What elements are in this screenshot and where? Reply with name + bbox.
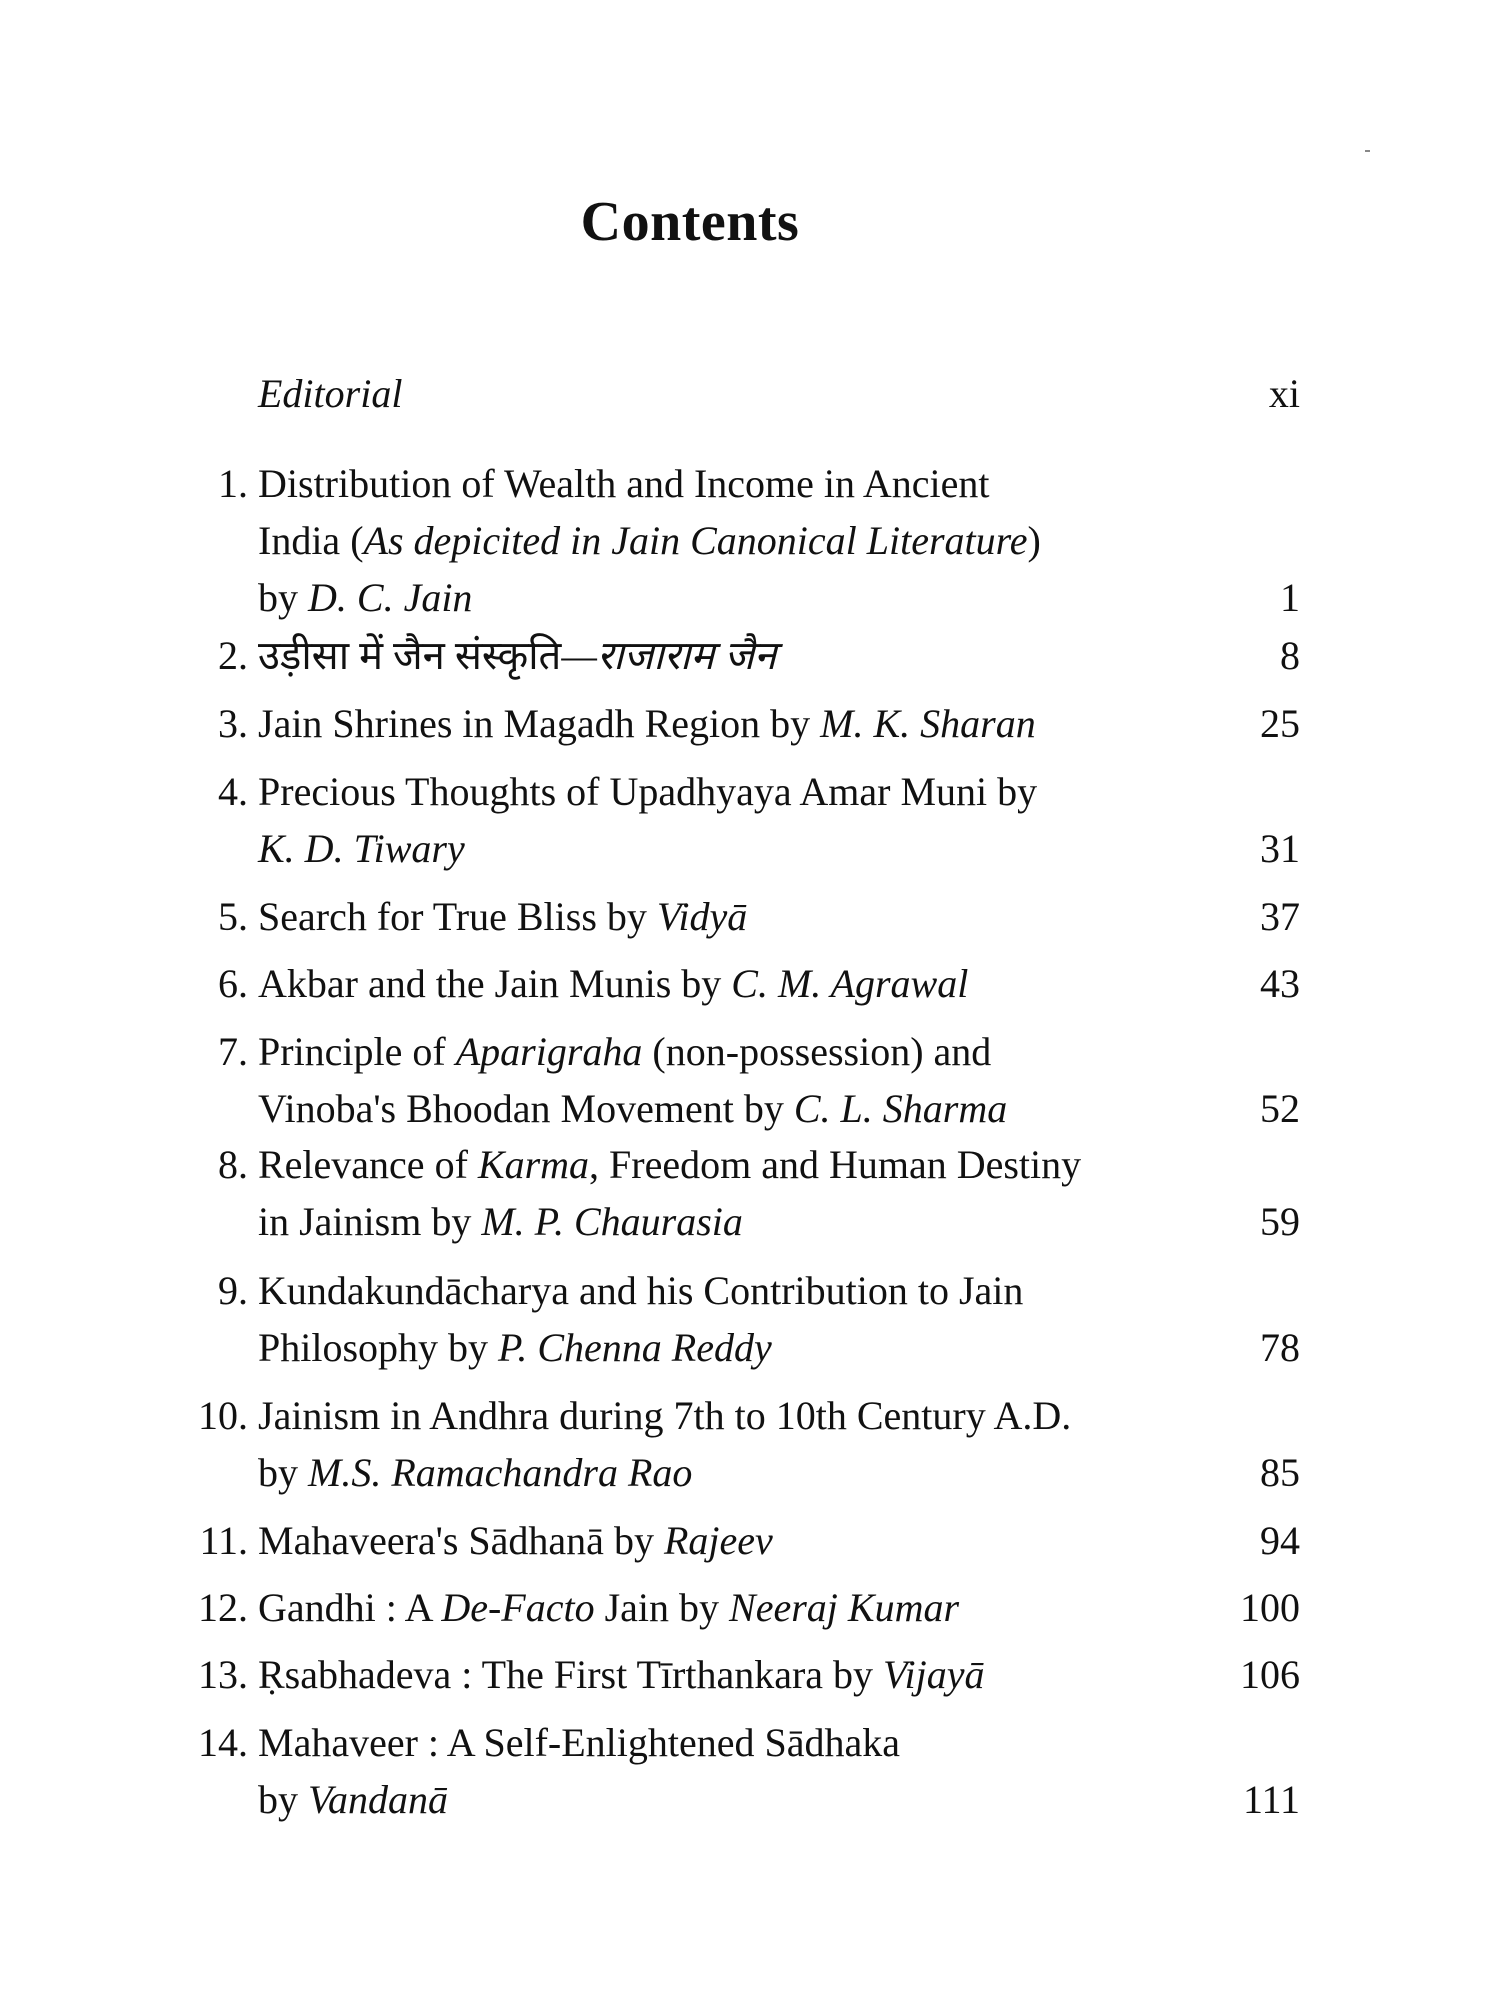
entry-title-line: Jainism in Andhra during 7th to 10th Century A.D. bbox=[258, 1393, 1072, 1438]
entry-number: 1. bbox=[218, 461, 248, 506]
entry-author-line: by D. C. Jain bbox=[258, 575, 473, 620]
scan-speck bbox=[1365, 150, 1370, 152]
entry-number: 2. bbox=[218, 633, 248, 678]
page-number: xi bbox=[1268, 371, 1300, 416]
entry-author: Neeraj Kumar bbox=[729, 1585, 960, 1630]
entry-number: 6. bbox=[218, 961, 248, 1006]
page-number: 43 bbox=[1260, 961, 1300, 1006]
page-number: 31 bbox=[1260, 826, 1300, 871]
entry-title-line: Principle of Aparigraha (non-possession) and bbox=[258, 1029, 992, 1074]
entry-author-line: Philosophy by P. Chenna Reddy bbox=[258, 1325, 772, 1370]
entry-number: 13. bbox=[198, 1652, 248, 1697]
entry-title: Akbar and the Jain Munis by bbox=[258, 961, 732, 1006]
page-number: 78 bbox=[1260, 1325, 1300, 1370]
entry-author: C. M. Agrawal bbox=[731, 961, 969, 1006]
entry-title-line bbox=[258, 627, 1178, 684]
entry-author: K. D. Tiwary bbox=[258, 826, 465, 871]
entry-author: C. L. Sharma bbox=[793, 1086, 1008, 1131]
entry-subtitle: As depicited in Jain Canonical Literature bbox=[363, 518, 1028, 563]
page-number: 1 bbox=[1280, 575, 1300, 620]
entry-author: Rajeev bbox=[663, 1518, 773, 1563]
editorial-label: Editorial bbox=[258, 371, 403, 416]
entry-author: Vandanā bbox=[308, 1777, 448, 1822]
entry-title-line: Gandhi : A De-Facto Jain by Neeraj Kumar bbox=[258, 1585, 960, 1630]
entry-author: Vijayā bbox=[883, 1652, 985, 1697]
entry-number: 3. bbox=[218, 701, 248, 746]
entry-term: Aparigraha bbox=[455, 1029, 643, 1074]
entry-author-line: in Jainism by M. P. Chaurasia bbox=[258, 1199, 743, 1244]
entry-title-line bbox=[258, 888, 1178, 945]
entry-title-line bbox=[258, 955, 1178, 1012]
entry-title: Search for True Bliss by bbox=[258, 894, 657, 939]
page-number: 25 bbox=[1260, 701, 1300, 746]
entry-author-line: by M.S. Ramachandra Rao bbox=[258, 1450, 693, 1495]
entry-title-line: Precious Thoughts of Upadhyaya Amar Muni by bbox=[258, 769, 1038, 814]
entry-title: Mahaveera's Sādhanā by bbox=[258, 1518, 664, 1563]
page-number: 94 bbox=[1260, 1518, 1300, 1563]
entry-author: —राजाराम जैन bbox=[561, 633, 777, 678]
entry-term: De-Facto bbox=[441, 1585, 595, 1630]
page-number: 37 bbox=[1260, 894, 1300, 939]
entry-author: D. C. Jain bbox=[308, 575, 473, 620]
entry-number: 7. bbox=[218, 1029, 248, 1074]
entry-title-line bbox=[258, 1646, 1178, 1703]
page-number: 111 bbox=[1242, 1777, 1300, 1822]
page-number: 52 bbox=[1260, 1086, 1300, 1131]
page-number: 85 bbox=[1260, 1450, 1300, 1495]
entry-number: 8. bbox=[218, 1142, 248, 1187]
entry-author: M. P. Chaurasia bbox=[481, 1199, 743, 1244]
entry-term: Karma bbox=[477, 1142, 590, 1187]
entry-number: 10. bbox=[198, 1393, 248, 1438]
page-number: 100 bbox=[1240, 1585, 1300, 1630]
entry-author: Vidyā bbox=[656, 894, 748, 939]
entry-author-line: Vinoba's Bhoodan Movement by C. L. Sharma bbox=[258, 1086, 1008, 1131]
entry-title-line: Relevance of Karma, Freedom and Human Destiny bbox=[258, 1142, 1082, 1187]
entry-title-line: Kundakundācharya and his Contribution to Jain bbox=[258, 1268, 1024, 1313]
entry-title: Jain Shrines in Magadh Region by bbox=[258, 701, 821, 746]
entry-title-line bbox=[258, 1512, 1178, 1569]
entry-number: 4. bbox=[218, 769, 248, 814]
entry-number: 14. bbox=[198, 1720, 248, 1765]
entry-title-line bbox=[258, 695, 1178, 752]
page-number: 8 bbox=[1280, 633, 1300, 678]
entry-number: 5. bbox=[218, 894, 248, 939]
entry-title-line: India (As depicited in Jain Canonical Literature) bbox=[258, 518, 1041, 563]
page-number: 106 bbox=[1240, 1652, 1300, 1697]
entry-author: P. Chenna Reddy bbox=[498, 1325, 772, 1370]
entry-title: उड़ीसा में जैन संस्कृति bbox=[258, 633, 562, 678]
entry-author-line: by Vandanā bbox=[258, 1777, 448, 1822]
entry-title-line: Mahaveer : A Self-Enlightened Sādhaka bbox=[258, 1720, 901, 1765]
entry-author: M.S. Ramachandra Rao bbox=[308, 1450, 693, 1495]
entry-number: 9. bbox=[218, 1268, 248, 1313]
entry-author: M. K. Sharan bbox=[820, 701, 1036, 746]
page-title: Contents bbox=[580, 191, 800, 253]
entry-title-line: Distribution of Wealth and Income in Ancient bbox=[258, 461, 990, 506]
entry-number: 12. bbox=[198, 1585, 248, 1630]
page-number: 59 bbox=[1260, 1199, 1300, 1244]
entry-number: 11. bbox=[199, 1518, 248, 1563]
entry-title: Ṛsabhadeva : The First Tīrthankara by bbox=[258, 1652, 884, 1697]
